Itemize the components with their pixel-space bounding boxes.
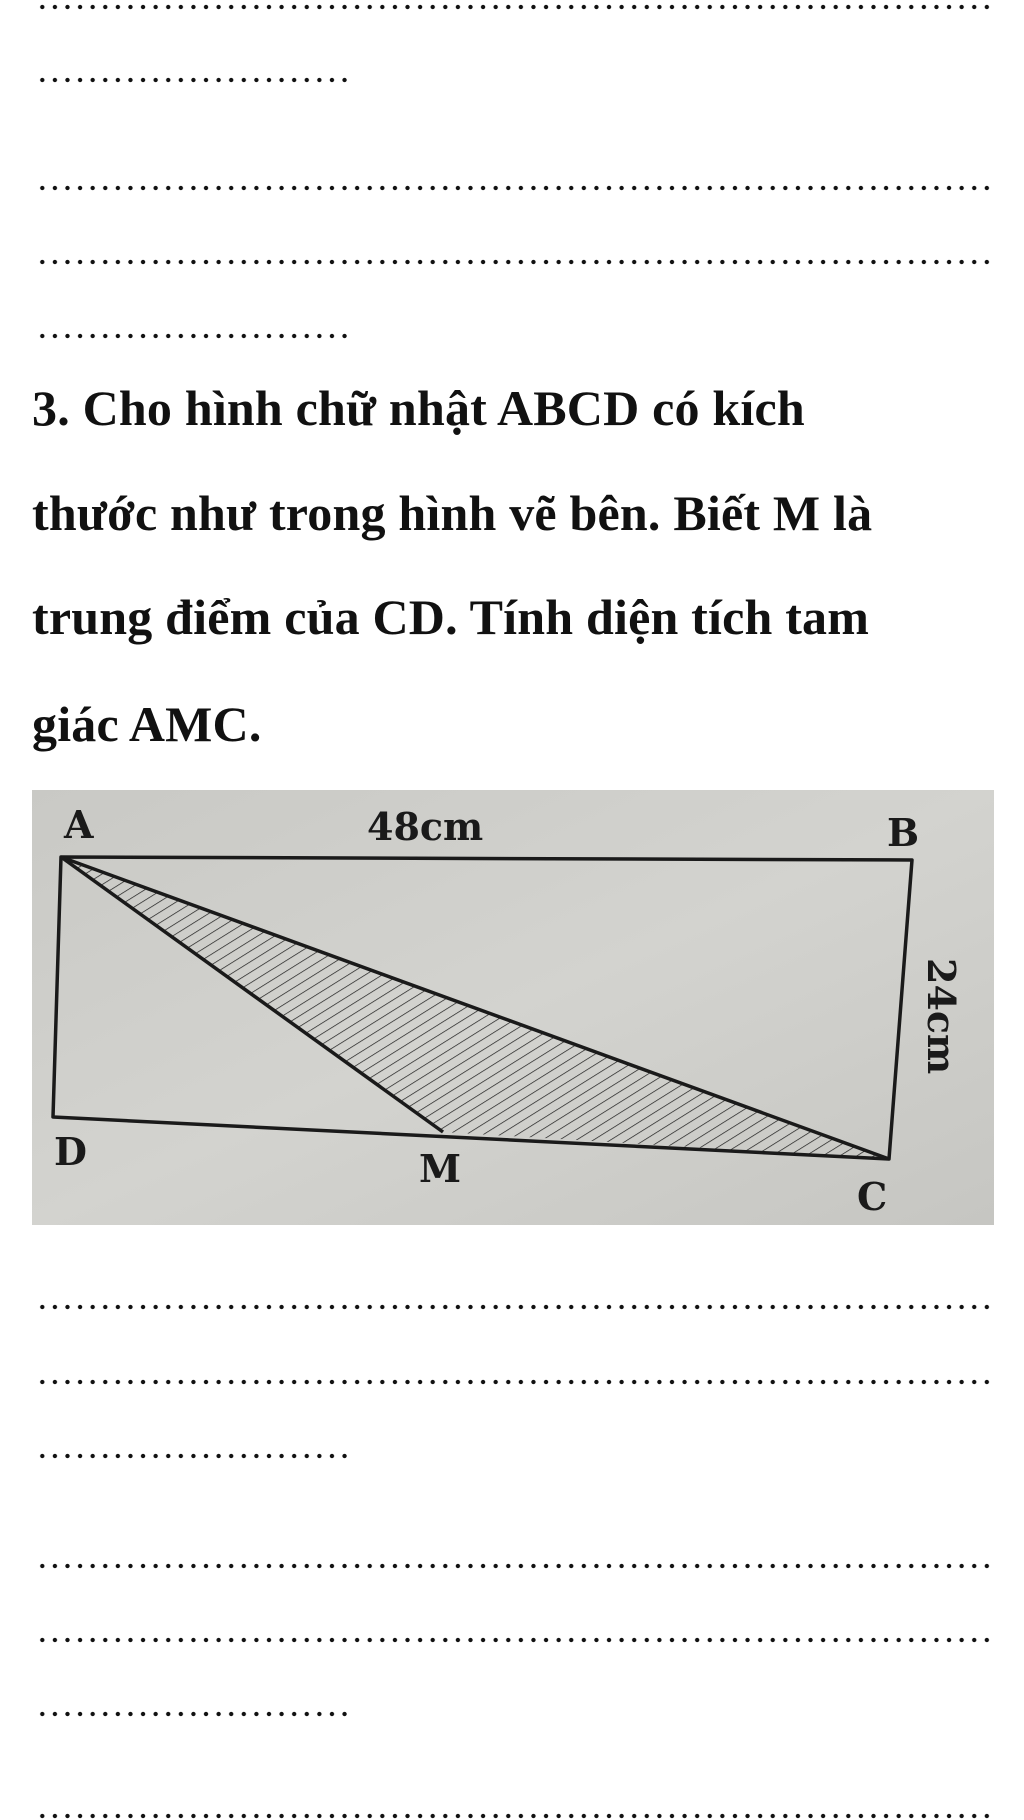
vertex-label-a: A bbox=[64, 802, 94, 847]
answer-dotted-line bbox=[36, 1379, 996, 1385]
problem-text-line: 3. Cho hình chữ nhật ABCD có kích bbox=[32, 380, 805, 436]
vertex-label-c: C bbox=[857, 1174, 888, 1219]
problem-text-line: trung điểm của CD. Tính diện tích tam bbox=[32, 589, 870, 645]
vertex-label-b: B bbox=[887, 810, 920, 855]
paper-background bbox=[32, 790, 994, 1225]
answer-dotted-line bbox=[36, 185, 996, 191]
problem-text-line: thước như trong hình vẽ bên. Biết M là bbox=[32, 485, 873, 541]
answer-dotted-line bbox=[36, 1711, 348, 1717]
answer-dotted-line bbox=[36, 1304, 996, 1310]
width-label: 48cm bbox=[367, 804, 484, 849]
answer-dotted-line bbox=[36, 333, 348, 339]
answer-dotted-line bbox=[36, 1453, 348, 1459]
answer-dotted-line bbox=[36, 77, 348, 83]
rectangle-figure bbox=[32, 790, 994, 1225]
answer-dotted-line bbox=[36, 1813, 996, 1819]
answer-dotted-line bbox=[36, 1563, 996, 1569]
answer-dotted-line bbox=[36, 1637, 996, 1643]
answer-dotted-line bbox=[36, 259, 996, 265]
height-label: 24cm bbox=[919, 958, 964, 1075]
vertex-label-m: M bbox=[419, 1146, 462, 1191]
rectangle-diagram bbox=[32, 790, 994, 1225]
problem-text-line: giác AMC. bbox=[32, 696, 262, 752]
vertex-label-d: D bbox=[54, 1129, 87, 1174]
answer-dotted-line bbox=[36, 4, 996, 10]
